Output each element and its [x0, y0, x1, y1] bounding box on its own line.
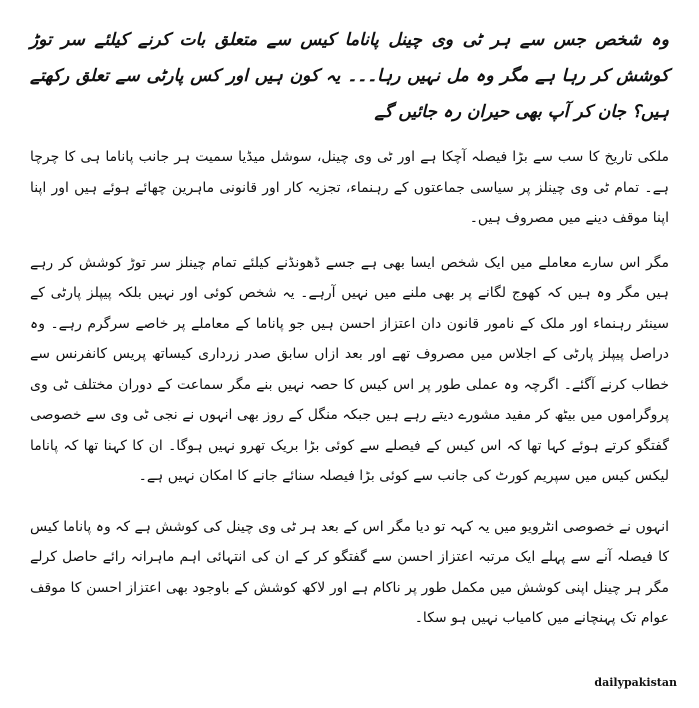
article-paragraph: مگر اس سارے معاملے میں ایک شخص ایسا بھی ہے جسے ڈھونڈنے کیلئے تمام چینلز سر توڑ کوشش کر رہے ہیں مگر وہ ہیں کہ کھوج لگانے پر بھی ملنے میں نہیں آرہے۔ یہ شخص کوئی اور نہیں بلکہ پیپلز پارٹی کے سینئر رہنماء اور ملک کے نامور قانون دان اعتزاز احسن ہیں جو پاناما کے معاملے پر خاصے سرگرم رہے۔ وہ دراصل پیپلز پارٹی کے اجلاس میں مصروف تھے اور بعد ازاں سابق صدر زرداری کیساتھ پریس کانفرنس سے خطاب کرنے آگئے۔ اگرچہ وہ عملی طور پر اس کیس کا حصہ نہیں بنے مگر سماعت کے دوران مختلف ٹی وی پروگراموں میں بیٹھ کر مفید مشورے دیتے رہے ہیں جبکہ منگل کے روز بھی انہوں نے نجی ٹی وی سے خصوصی گفتگو کرتے ہوئے کہا تھا کہ اس کیس کے فیصلے سے کوئی بڑا بریک تھرو نہیں ہوگا۔ ان کا کہنا تھا کہ پاناما لیکس کیس میں سپریم کورٹ کی جانب سے کوئی بڑا فیصلہ سنائے جانے کا امکان نہیں ہے۔: [30, 254, 669, 484]
article-paragraph: انہوں نے خصوصی انٹرویو میں یہ کہہ تو دیا مگر اس کے بعد ہر ٹی وی چینل کی کوشش ہے کہ وہ پاناما کیس کا فیصلہ آنے سے پہلے ایک مرتبہ اعتزاز احسن سے گفتگو کر کے ان کی انتہائی اہم ماہرانہ رائے حاصل کرلے مگر ہر چینل اپنی کوشش میں مکمل طور پر ناکام ہے اور لاکھ کوشش کے باوجود بھی اعتزاز احسن کا موقف عوام تک پہنچانے میں کامیاب نہیں ہو سکا۔: [30, 518, 669, 626]
article-headline: وہ شخص جس سے ہر ٹی وی چینل پاناما کیس سے متعلق بات کرنے کیلئے سر توڑ کوشش کر رہا ہے مگر وہ مل نہیں رہا۔۔۔ یہ کون ہیں اور کس پارٹی سے تعلق رکھتے ہیں؟ جان کر آپ بھی حیران رہ جائیں گے: [30, 30, 669, 122]
source-credit: dailypakistan: [594, 676, 677, 689]
article-paragraph: ملکی تاریخ کا سب سے بڑا فیصلہ آچکا ہے اور ٹی وی چینل، سوشل میڈیا سمیت ہر جانب پاناما ہی کا چرچا ہے۔ تمام ٹی وی چینلز پر سیاسی جماعتوں کے رہنماء، تجزیہ کار اور قانونی ماہرین چھائے ہوئے ہیں اور اپنا اپنا موقف دینے میں مصروف ہیں۔: [30, 149, 669, 226]
